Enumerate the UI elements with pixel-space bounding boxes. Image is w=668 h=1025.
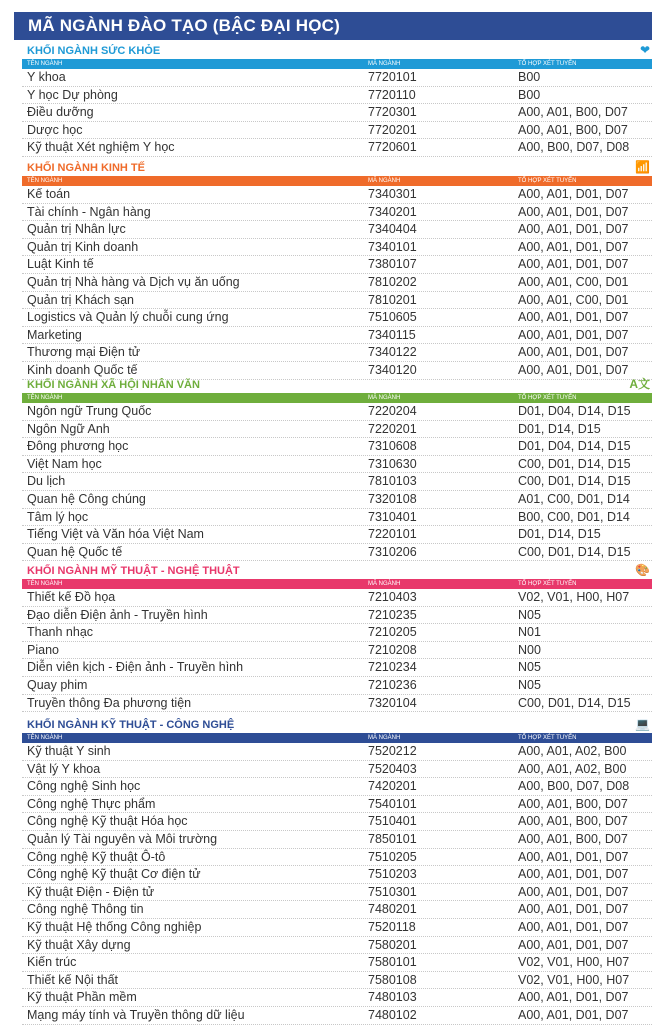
major-name: Y học Dự phòng (27, 87, 118, 102)
major-name: Quản trị Nhà hàng và Dịch vụ ăn uống (27, 274, 240, 289)
column-header-combo: TỔ HỢP XÉT TUYỂN (518, 178, 577, 184)
major-code: 7720101 (368, 70, 417, 84)
major-name: Thiết kế Nội thất (27, 972, 119, 987)
admission-combo: A01, C00, D01, D14 (518, 491, 630, 506)
major-name: Kế toán (27, 187, 71, 201)
table-row (22, 438, 652, 456)
major-name: Kinh doanh Quốc tế (27, 362, 138, 377)
admission-combo: A00, A01, D01, D07 (518, 990, 629, 1005)
table-row (22, 677, 652, 695)
major-name: Điều dưỡng (27, 105, 94, 120)
admission-combo: D01, D14, D15 (518, 527, 601, 542)
admission-combo: B00, C00, D01, D14 (518, 509, 630, 524)
major-code: 7480102 (368, 1007, 417, 1022)
major-name: Thanh nhạc (27, 625, 94, 640)
major-code: 7480201 (368, 902, 417, 917)
table-body (22, 589, 652, 712)
table-row (22, 509, 652, 527)
column-header-code: MÃ NGÀNH (368, 581, 401, 587)
admission-combo: A00, A01, D01, D07 (518, 239, 629, 254)
table-row (22, 659, 652, 677)
major-name: Kỹ thuật Xây dựng (27, 937, 131, 952)
major-code: 7510205 (368, 849, 417, 864)
major-name: Quản trị Khách sạn (27, 292, 135, 307)
table-row (22, 204, 652, 222)
table-row (22, 778, 652, 796)
major-name: Công nghệ Thực phẩm (27, 796, 156, 811)
table-row (22, 456, 652, 474)
admission-combo: N01 (518, 625, 541, 640)
major-name: Kỹ thuật Xét nghiệm Y học (27, 140, 175, 155)
admission-combo: A00, B00, D07, D08 (518, 140, 630, 155)
major-name: Quay phim (27, 677, 88, 692)
admission-combo: A00, A01, B00, D07 (518, 796, 628, 811)
table-row (22, 221, 652, 239)
column-header-combo: TỔ HỢP XÉT TUYỂN (518, 581, 577, 587)
table-body (22, 69, 652, 157)
major-code: 7720601 (368, 140, 417, 155)
admission-combo: A00, A01, D01, D07 (518, 1007, 629, 1022)
major-code: 7810202 (368, 274, 417, 289)
section-title-text: KHỐI NGÀNH KỸ THUẬT - CÔNG NGHỆ (27, 719, 235, 731)
major-code: 7210236 (368, 677, 417, 692)
table-row (22, 831, 652, 849)
admission-combo: A00, A01, C00, D01 (518, 274, 629, 289)
table-row (22, 796, 652, 814)
major-code: 7210205 (368, 625, 417, 640)
admission-combo: A00, A01, D01, D07 (518, 937, 629, 952)
admission-combo: A00, B00, D07, D08 (518, 779, 630, 794)
major-code: 7220204 (368, 404, 417, 418)
admission-combo: A00, A01, B00, D07 (518, 122, 628, 137)
major-code: 7720110 (368, 87, 416, 102)
admission-combo: C00, D01, D14, D15 (518, 474, 631, 489)
admission-combo: B00 (518, 87, 541, 102)
admission-combo: A00, A01, B00, D07 (518, 105, 628, 120)
admission-combo: N05 (518, 607, 541, 622)
major-code: 7580101 (368, 955, 417, 970)
column-header-name: TÊN NGÀNH (27, 178, 63, 184)
table-row (22, 607, 652, 625)
admission-combo: A00, A01, D01, D07 (518, 902, 629, 917)
major-code: 7810201 (368, 292, 417, 307)
section-block (22, 563, 652, 712)
table-row (22, 813, 652, 831)
admission-combo: A00, A01, C00, D01 (518, 292, 629, 307)
major-name: Đông phương học (27, 439, 129, 454)
major-code: 7540101 (368, 796, 417, 811)
major-code: 7510203 (368, 867, 417, 882)
major-name: Ngôn ngữ Trung Quốc (27, 404, 152, 418)
major-name: Kỹ thuật Y sinh (27, 744, 111, 758)
major-name: Piano (27, 642, 59, 657)
major-code: 7210208 (368, 642, 417, 657)
major-code: 7210234 (368, 660, 417, 675)
column-header-combo: TỔ HỢP XÉT TUYỂN (518, 395, 577, 401)
section-title (22, 377, 652, 393)
major-name: Thiết kế Đồ họa (27, 590, 116, 604)
major-code: 7520403 (368, 761, 417, 776)
table-row (22, 69, 652, 87)
column-header-name: TÊN NGÀNH (27, 581, 63, 587)
table-row (22, 526, 652, 544)
admission-combo: A00, A01, D01, D07 (518, 345, 629, 360)
table-body (22, 743, 652, 1025)
major-name: Quản trị Kinh doanh (27, 239, 139, 254)
section-block (22, 160, 652, 380)
major-name: Tâm lý học (27, 509, 89, 524)
column-header-combo: TỔ HỢP XÉT TUYỂN (518, 61, 577, 67)
major-name: Kỹ thuật Hệ thống Công nghiệp (27, 919, 202, 934)
table-row (22, 849, 652, 867)
section-block (22, 377, 652, 561)
admission-combo: D01, D04, D14, D15 (518, 404, 631, 418)
admission-combo: D01, D04, D14, D15 (518, 439, 631, 454)
major-name: Công nghệ Kỹ thuật Cơ điện tử (27, 867, 201, 882)
major-name: Kiến trúc (27, 955, 77, 970)
major-name: Công nghệ Kỹ thuật Ô-tô (27, 849, 166, 864)
major-code: 7720301 (368, 105, 417, 120)
table-row (22, 292, 652, 310)
major-code: 7520118 (368, 919, 416, 934)
table-row (22, 344, 652, 362)
major-name: Logistics và Quản lý chuỗi cung ứng (27, 310, 229, 325)
admission-combo: C00, D01, D14, D15 (518, 695, 631, 710)
section-title-text: KHỐI NGÀNH MỸ THUẬT - NGHỆ THUẬT (27, 565, 240, 577)
admission-combo: A00, A01, A02, B00 (518, 761, 627, 776)
translate-icon: A文 (629, 377, 650, 391)
column-header-code: MÃ NGÀNH (368, 61, 401, 67)
section-title (22, 563, 652, 579)
column-header-code: MÃ NGÀNH (368, 735, 401, 741)
column-header-name: TÊN NGÀNH (27, 735, 63, 741)
table-row (22, 491, 652, 509)
major-code: 7420201 (368, 779, 417, 794)
major-code: 7210403 (368, 590, 417, 604)
admission-combo: A00, A01, A02, B00 (518, 744, 627, 758)
admission-combo: A00, A01, D01, D07 (518, 310, 629, 325)
table-row (22, 104, 652, 122)
table-row (22, 239, 652, 257)
admission-combo: A00, A01, D01, D07 (518, 884, 629, 899)
major-code: 7310608 (368, 439, 417, 454)
major-name: Việt Nam học (27, 456, 102, 471)
major-code: 7340201 (368, 204, 417, 219)
admission-combo: A00, A01, D01, D07 (518, 919, 629, 934)
table-row (22, 866, 652, 884)
major-code: 7720201 (368, 122, 417, 137)
major-code: 7320104 (368, 695, 417, 710)
major-code: 7340404 (368, 222, 417, 237)
section-title-text: KHỐI NGÀNH KINH TẾ (27, 162, 145, 174)
major-code: 7580201 (368, 937, 417, 952)
major-name: Quản lý Tài nguyên và Môi trường (27, 831, 218, 846)
table-row (22, 954, 652, 972)
table-row (22, 589, 652, 607)
major-name: Luật Kinh tế (27, 257, 94, 272)
major-code: 7810103 (368, 474, 417, 489)
admission-combo: A00, A01, D01, D07 (518, 362, 629, 377)
column-header-combo: TỔ HỢP XÉT TUYỂN (518, 735, 577, 741)
major-name: Công nghệ Thông tin (27, 902, 144, 917)
major-name: Kỹ thuật Phần mềm (27, 990, 137, 1005)
table-row (22, 972, 652, 990)
major-name: Mạng máy tính và Truyền thông dữ liệu (27, 1007, 245, 1022)
table-row (22, 624, 652, 642)
section-title-text: KHỐI NGÀNH SỨC KHỎE (27, 45, 161, 57)
admission-combo: C00, D01, D14, D15 (518, 456, 631, 471)
table-body (22, 186, 652, 380)
table-row (22, 186, 652, 204)
admission-combo: A00, A01, D01, D07 (518, 204, 629, 219)
major-code: 7340122 (368, 345, 417, 360)
major-code: 7380107 (368, 257, 417, 272)
major-name: Quan hệ Công chúng (27, 491, 146, 506)
table-row (22, 1007, 652, 1025)
major-code: 7310401 (368, 509, 417, 524)
table-row (22, 884, 652, 902)
major-code: 7320108 (368, 491, 417, 506)
table-row (22, 989, 652, 1007)
admission-combo: A00, A01, D01, D07 (518, 867, 629, 882)
admission-combo: V02, V01, H00, H07 (518, 955, 630, 970)
column-header (22, 59, 652, 69)
table-row (22, 937, 652, 955)
column-header (22, 393, 652, 403)
major-name: Truyền thông Đa phương tiện (27, 695, 192, 710)
major-name: Marketing (27, 327, 82, 342)
easel-icon: 🎨 (635, 563, 650, 577)
health-icon: ❤ (639, 43, 650, 57)
major-code: 7510401 (368, 814, 417, 829)
table-row (22, 256, 652, 274)
admission-combo: A00, A01, D01, D07 (518, 187, 629, 201)
admission-combo: B00 (518, 70, 541, 84)
admission-combo: N05 (518, 660, 541, 675)
major-name: Kỹ thuật Điện - Điện tử (27, 884, 155, 899)
table-row (22, 421, 652, 439)
table-row (22, 761, 652, 779)
major-code: 7310630 (368, 456, 417, 471)
major-code: 7580108 (368, 972, 417, 987)
table-row (22, 919, 652, 937)
column-header (22, 579, 652, 589)
column-header-code: MÃ NGÀNH (368, 178, 401, 184)
growth-chart-icon: 📶 (635, 160, 650, 174)
page-title: MÃ NGÀNH ĐÀO TẠO (BẬC ĐẠI HỌC) (14, 12, 652, 40)
major-name: Tài chính - Ngân hàng (27, 204, 151, 219)
major-name: Quan hệ Quốc tế (27, 544, 123, 559)
admission-combo: N00 (518, 642, 541, 657)
major-code: 7310206 (368, 544, 417, 559)
table-row (22, 139, 652, 157)
table-row (22, 403, 652, 421)
column-header (22, 176, 652, 186)
major-name: Dược học (27, 122, 83, 137)
admission-combo: V02, V01, H00, H07 (518, 972, 630, 987)
major-code: 7210235 (368, 607, 417, 622)
table-row (22, 309, 652, 327)
section-block (22, 43, 652, 157)
table-row (22, 642, 652, 660)
major-name: Công nghệ Sinh học (27, 779, 141, 794)
major-code: 7340101 (368, 239, 417, 254)
admission-combo: A00, A01, B00, D07 (518, 814, 628, 829)
section-block (22, 717, 652, 1025)
section-title (22, 717, 652, 733)
admission-combo: A00, A01, D01, D07 (518, 257, 629, 272)
major-code: 7220101 (368, 527, 417, 542)
major-name: Diễn viên kịch - Điện ảnh - Truyền hình (27, 660, 244, 675)
major-code: 7850101 (368, 831, 417, 846)
admission-combo: V02, V01, H00, H07 (518, 590, 630, 604)
major-name: Ngôn Ngữ Anh (27, 421, 110, 436)
major-code: 7510301 (368, 884, 417, 899)
major-code: 7340301 (368, 187, 417, 201)
section-title (22, 43, 652, 59)
admission-combo: C00, D01, D14, D15 (518, 544, 631, 559)
table-row (22, 695, 652, 713)
major-code: 7340115 (368, 327, 416, 342)
admission-combo: A00, A01, B00, D07 (518, 831, 628, 846)
major-name: Tiếng Việt và Văn hóa Việt Nam (27, 527, 204, 542)
major-name: Vật lý Y khoa (27, 761, 101, 776)
major-name: Quản trị Nhân lực (27, 222, 126, 237)
column-header (22, 733, 652, 743)
major-code: 7520212 (368, 744, 417, 758)
table-row (22, 87, 652, 105)
computer-icon: 💻 (635, 717, 650, 731)
table-row (22, 743, 652, 761)
major-code: 7340120 (368, 362, 417, 377)
admission-combo: N05 (518, 677, 541, 692)
major-name: Du lịch (27, 474, 66, 489)
column-header-code: MÃ NGÀNH (368, 395, 401, 401)
table-row (22, 544, 652, 562)
admission-combo: A00, A01, D01, D07 (518, 849, 629, 864)
table-row (22, 901, 652, 919)
major-name: Công nghệ Kỹ thuật Hóa học (27, 814, 188, 829)
admission-combo: A00, A01, D01, D07 (518, 327, 629, 342)
column-header-name: TÊN NGÀNH (27, 395, 63, 401)
section-title-text: KHỐI NGÀNH XÃ HỘI NHÂN VĂN (27, 379, 200, 391)
major-name: Đạo diễn Điện ảnh - Truyền hình (27, 607, 208, 622)
table-row (22, 327, 652, 345)
major-name: Thương mại Điện tử (27, 345, 141, 360)
table-body (22, 403, 652, 561)
major-name: Y khoa (27, 70, 66, 84)
table-row (22, 274, 652, 292)
table-row (22, 473, 652, 491)
major-code: 7480103 (368, 990, 417, 1005)
section-title (22, 160, 652, 176)
major-code: 7510605 (368, 310, 417, 325)
column-header-name: TÊN NGÀNH (27, 61, 63, 67)
table-row (22, 122, 652, 140)
admission-combo: A00, A01, D01, D07 (518, 222, 629, 237)
admission-combo: D01, D14, D15 (518, 421, 601, 436)
major-code: 7220201 (368, 421, 417, 436)
